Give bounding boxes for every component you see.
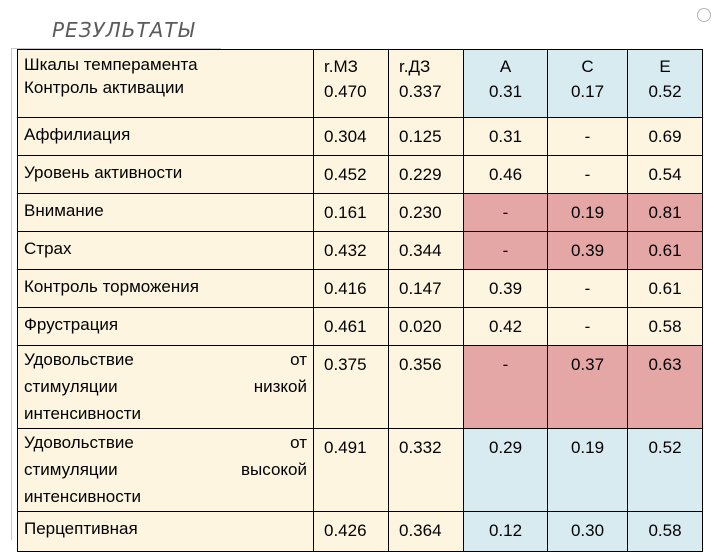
cell-c: - xyxy=(548,118,628,156)
cell-a: - xyxy=(464,232,548,270)
results-table xyxy=(17,49,703,552)
cell-c: - xyxy=(548,156,628,194)
cell-e: 0.81 xyxy=(628,194,703,232)
row-label-line xyxy=(24,373,307,400)
row-label-word: стимуляции xyxy=(24,377,118,396)
cell-c: - xyxy=(548,308,628,346)
header-col-name: r.МЗ xyxy=(324,57,358,76)
row-label-word: интенсивности xyxy=(24,487,141,506)
row-label: Страх xyxy=(18,232,314,270)
header-cell-c xyxy=(548,50,628,118)
header-cell-a xyxy=(464,50,548,118)
table-row xyxy=(18,232,703,270)
header-label-line2: Контроль активации xyxy=(24,78,184,97)
row-label-line xyxy=(24,456,307,483)
cell-a: - xyxy=(464,194,548,232)
cell-c: 0.19 xyxy=(548,429,628,512)
cell-a: 0.29 xyxy=(464,429,548,512)
header-cell-rmz xyxy=(314,50,389,118)
cell-rmz: 0.461 xyxy=(314,308,389,346)
cell-e: 0.54 xyxy=(628,156,703,194)
cell-rmz: 0.452 xyxy=(314,156,389,194)
row-label-word: интенсивности xyxy=(24,404,141,423)
cell-rdz: 0.147 xyxy=(389,270,464,308)
row-label-word: Удовольствие xyxy=(24,350,134,369)
table-row xyxy=(18,429,703,512)
header-col-name: r.ДЗ xyxy=(399,57,431,76)
table-row xyxy=(18,156,703,194)
table-row xyxy=(18,346,703,429)
cell-c: 0.30 xyxy=(548,512,628,552)
row-label xyxy=(18,346,314,429)
cell-rdz: 0.125 xyxy=(389,118,464,156)
row-label: Уровень активности xyxy=(18,156,314,194)
cell-a: 0.46 xyxy=(464,156,548,194)
row-label: Аффилиация xyxy=(18,118,314,156)
row-label xyxy=(18,429,314,512)
row-label-word: высокой xyxy=(241,460,307,479)
cell-rdz: 0.332 xyxy=(389,429,464,512)
cell-c: - xyxy=(548,270,628,308)
row-label-word: стимуляции xyxy=(24,460,118,479)
table-row xyxy=(18,308,703,346)
header-col-value: 0.31 xyxy=(488,82,523,101)
header-cell-e xyxy=(628,50,703,118)
cell-c: 0.19 xyxy=(548,194,628,232)
table-header-row xyxy=(18,50,703,118)
cell-rmz: 0.426 xyxy=(314,512,389,552)
header-label-line1: Шкалы темперамента xyxy=(24,55,198,74)
cell-a: 0.39 xyxy=(464,270,548,308)
row-label-line xyxy=(24,346,307,373)
row-label-word: Удовольствие xyxy=(24,433,134,452)
cell-rmz: 0.491 xyxy=(314,429,389,512)
header-col-value: 0.17 xyxy=(570,82,605,101)
cell-e: 0.69 xyxy=(628,118,703,156)
cell-rmz: 0.416 xyxy=(314,270,389,308)
cell-a: 0.12 xyxy=(464,512,548,552)
header-col-name: E xyxy=(659,57,671,76)
row-label-word: от xyxy=(290,350,307,369)
ring-ornament xyxy=(697,8,711,22)
cell-e: 0.63 xyxy=(628,346,703,429)
cell-rmz: 0.375 xyxy=(314,346,389,429)
header-col-name: C xyxy=(581,57,594,76)
row-label: Контроль торможения xyxy=(18,270,314,308)
header-cell-rdz xyxy=(389,50,464,118)
cell-e: 0.52 xyxy=(628,429,703,512)
header-col-value: 0.337 xyxy=(399,82,442,101)
cell-a: - xyxy=(464,346,548,429)
row-label-line xyxy=(24,429,307,456)
cell-a: 0.42 xyxy=(464,308,548,346)
cell-rdz: 0.364 xyxy=(389,512,464,552)
row-label-word: от xyxy=(290,433,307,452)
cell-e: 0.58 xyxy=(628,512,703,552)
cell-rmz: 0.432 xyxy=(314,232,389,270)
cell-c: 0.39 xyxy=(548,232,628,270)
cell-rmz: 0.304 xyxy=(314,118,389,156)
frame-vertical-line xyxy=(11,48,12,540)
row-label: Перцептивная xyxy=(18,512,314,552)
table-row xyxy=(18,512,703,552)
cell-rdz: 0.230 xyxy=(389,194,464,232)
table-row xyxy=(18,118,703,156)
cell-e: 0.61 xyxy=(628,270,703,308)
cell-a: 0.31 xyxy=(464,118,548,156)
cell-e: 0.58 xyxy=(628,308,703,346)
row-label-word: низкой xyxy=(253,377,307,396)
slide-title: РЕЗУЛЬТАТЫ xyxy=(52,18,195,42)
table-row xyxy=(18,270,703,308)
header-col-value: 0.470 xyxy=(324,82,367,101)
cell-rmz: 0.161 xyxy=(314,194,389,232)
cell-e: 0.61 xyxy=(628,232,703,270)
cell-rdz: 0.356 xyxy=(389,346,464,429)
table-row xyxy=(18,194,703,232)
header-label-cell xyxy=(18,50,314,118)
row-label: Фрустрация xyxy=(18,308,314,346)
header-col-name: A xyxy=(499,57,512,76)
cell-rdz: 0.344 xyxy=(389,232,464,270)
row-label: Внимание xyxy=(18,194,314,232)
cell-rdz: 0.229 xyxy=(389,156,464,194)
cell-c: 0.37 xyxy=(548,346,628,429)
cell-rdz: 0.020 xyxy=(389,308,464,346)
header-col-value: 0.52 xyxy=(648,82,682,101)
